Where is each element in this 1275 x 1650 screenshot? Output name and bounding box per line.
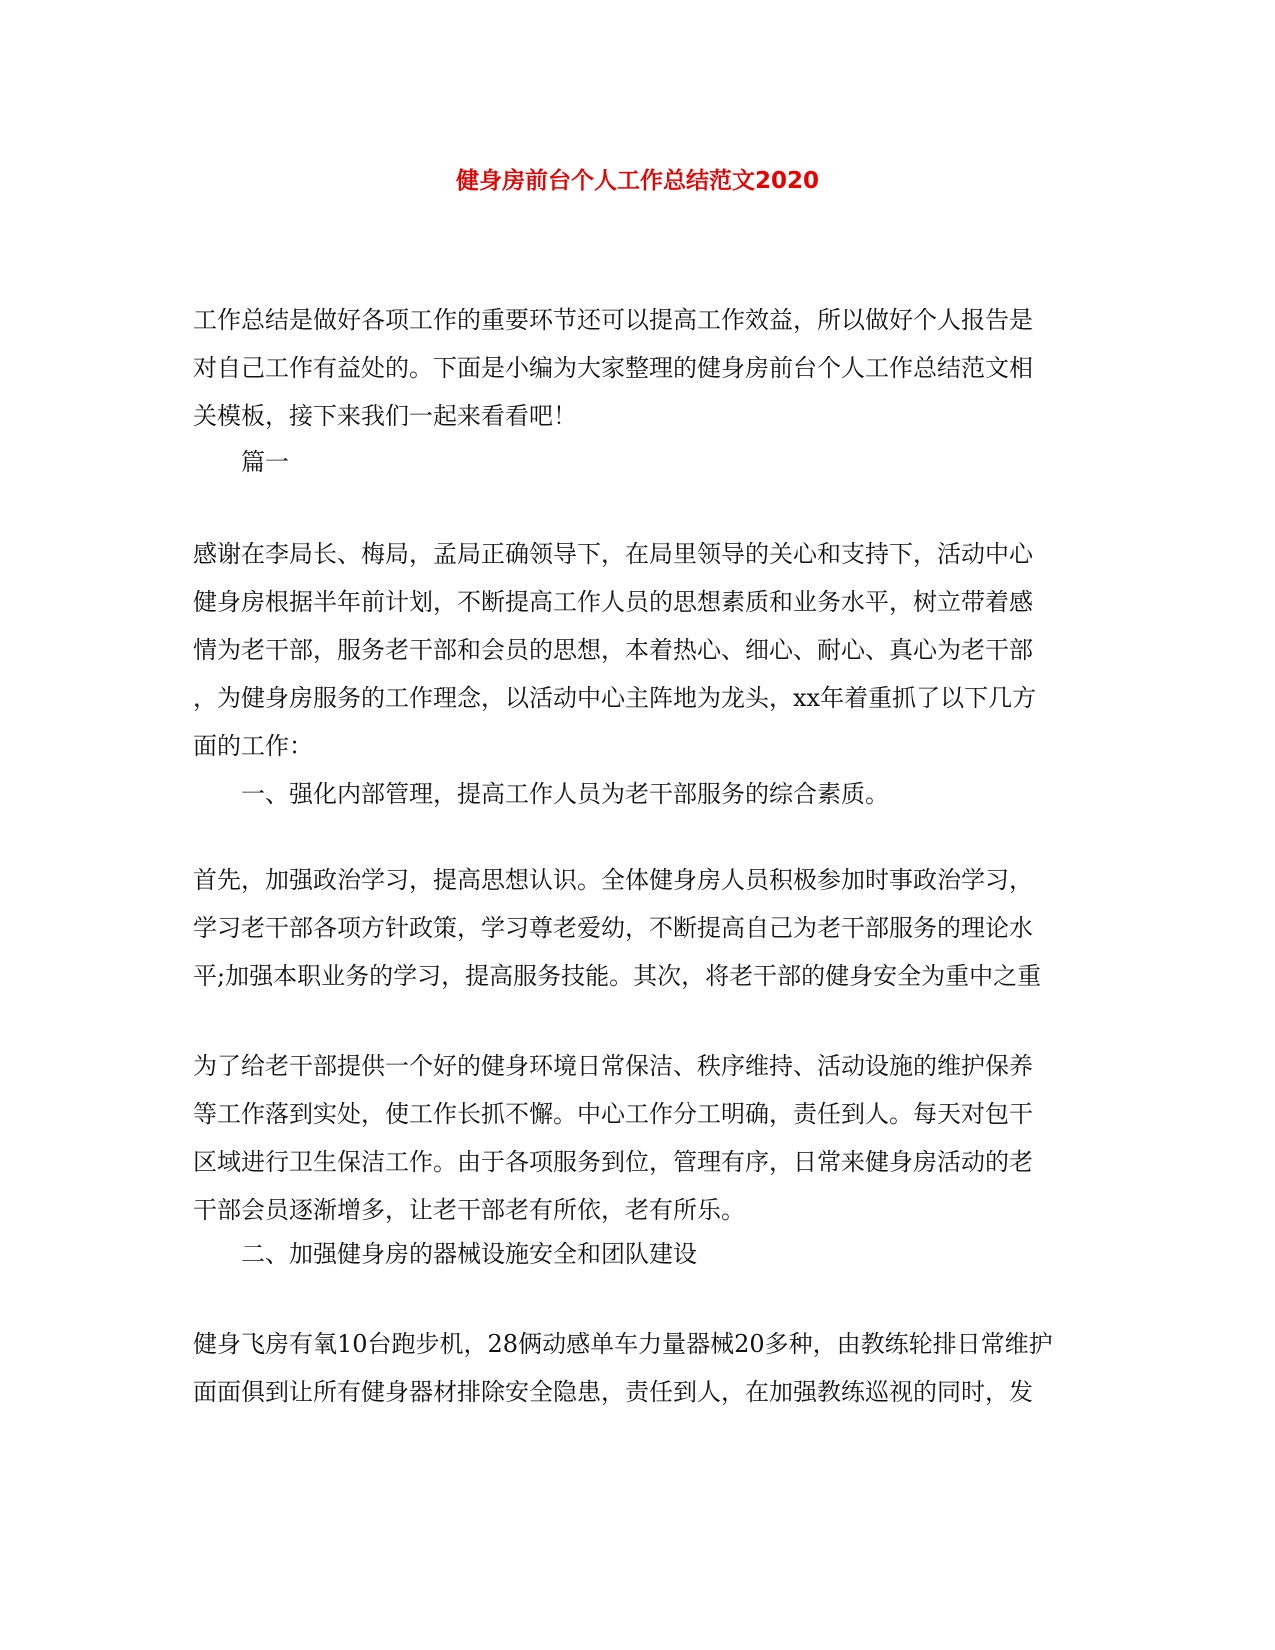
text-line: 工作总结是做好各项工作的重要环节还可以提高工作效益，所以做好个人报告是 [193, 306, 1033, 334]
text-line: 对自己工作有益处的。下面是小编为大家整理的健身房前台个人工作总结范文相 [193, 354, 1033, 382]
text-line: 面的工作： [193, 732, 313, 760]
section-heading-1: 一、强化内部管理，提高工作人员为老干部服务的综合素质。 [241, 780, 889, 808]
text-line: ，为健身房服务的工作理念，以活动中心主阵地为龙头，xx年着重抓了以下几方 [193, 684, 1037, 712]
text-line: 感谢在李局长、梅局，孟局正确领导下，在局里领导的关心和支持下，活动中心 [193, 540, 1033, 568]
text-line: 健身飞房有氧10台跑步机，28俩动感单车力量器械20多种，由教练轮排日常维护 [193, 1330, 1053, 1358]
text-line: 为了给老干部提供一个好的健身环境日常保洁、秩序维持、活动设施的维护保养 [193, 1052, 1033, 1080]
text-line: 等工作落到实处，使工作长抓不懈。中心工作分工明确，责任到人。每天对包干 [193, 1100, 1033, 1128]
paragraph-1 [193, 530, 1083, 770]
text-line: 平;加强本职业务的学习，提高服务技能。其次，将老干部的健身安全为重中之重 [193, 962, 1042, 990]
text-line: 首先，加强政治学习，提高思想认识。全体健身房人员积极参加时事政治学习， [193, 866, 1033, 894]
intro-paragraph [193, 296, 1083, 440]
text-line: 区域进行卫生保洁工作。由于各项服务到位，管理有序，日常来健身房活动的老 [193, 1148, 1033, 1176]
part-one-label: 篇一 [241, 448, 289, 476]
text-line: 学习老干部各项方针政策，学习尊老爱幼，不断提高自己为老干部服务的理论水 [193, 914, 1033, 942]
text-line: 健身房根据半年前计划，不断提高工作人员的思想素质和业务水平，树立带着感 [193, 588, 1033, 616]
document-title: 健身房前台个人工作总结范文2020 [455, 168, 819, 194]
text-line: 干部会员逐渐增多，让老干部老有所依，老有所乐。 [193, 1196, 745, 1224]
text-line: 面面俱到让所有健身器材排除安全隐患，责任到人，在加强教练巡视的同时，发 [193, 1378, 1033, 1406]
paragraph-4 [193, 1320, 1083, 1416]
text-line: 关模板，接下来我们一起来看看吧！ [193, 402, 577, 430]
text-line: 情为老干部，服务老干部和会员的思想，本着热心、细心、耐心、真心为老干部 [193, 636, 1033, 664]
paragraph-2 [193, 856, 1083, 1000]
section-heading-2: 二、加强健身房的器械设施安全和团队建设 [241, 1240, 697, 1268]
paragraph-3 [193, 1042, 1083, 1234]
